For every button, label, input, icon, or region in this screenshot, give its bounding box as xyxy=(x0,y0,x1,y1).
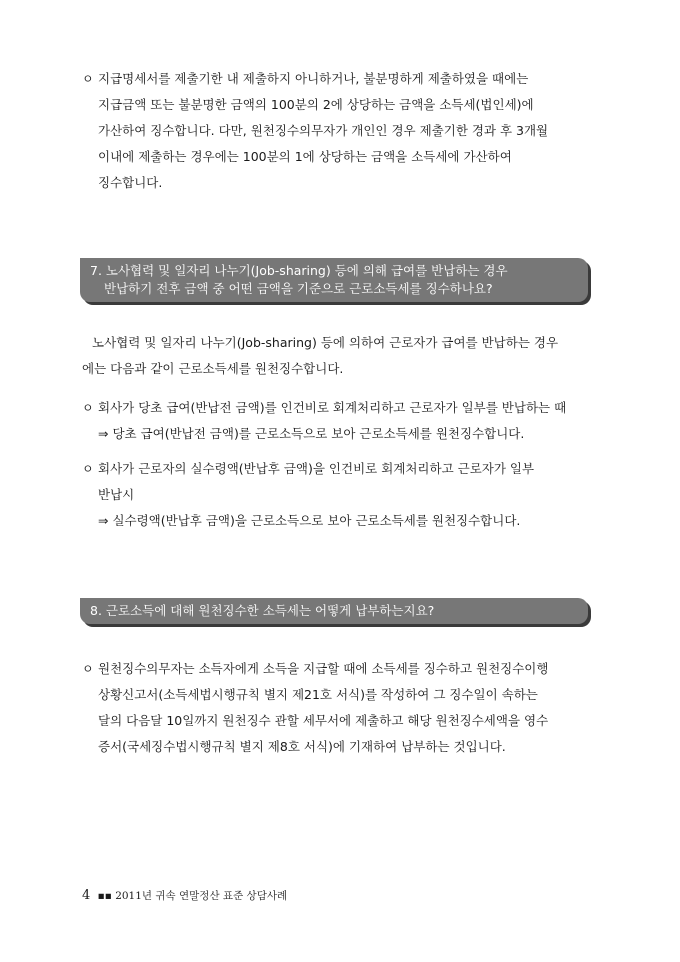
result-line: ⇒ 당초 급여(반납전 금액)를 근로소득으로 보아 근로소득세를 원천징수합니다. xyxy=(98,426,525,441)
heading-line: 반납하기 전후 금액 중 어떤 금액을 기준으로 근로소득세를 징수하나요? xyxy=(104,281,493,296)
paragraph-payment xyxy=(82,656,602,760)
text-line: 지급명세서를 제출기한 내 제출하지 아니하거나, 불분명하게 제출하였을 때에는 xyxy=(98,71,529,86)
text-line: 지급금액 또는 불분명한 금액의 100분의 2에 상당하는 금액을 소득세(법인세)에 xyxy=(98,97,534,112)
heading-line: 8. 근로소득에 대해 원천징수한 소득세는 어떻게 납부하는지요? xyxy=(90,603,435,618)
text-line: 가산하여 징수합니다. 다만, 원천징수의무자가 개인인 경우 제출기한 경과 후 3개월 xyxy=(98,123,549,138)
text-line: 노사협력 및 일자리 나누기(Job-sharing) 등에 의하여 근로자가 급여를 반납하는 경우 xyxy=(92,335,559,350)
bullet-circle-icon: ㅇ xyxy=(82,662,94,676)
text-line: 달의 다음달 10일까지 원천징수 관할 세무서에 제출하고 해당 원천징수세액을 영수 xyxy=(98,713,549,728)
paragraph-case-2 xyxy=(82,456,602,534)
text-line: 원천징수의무자는 소득자에게 소득을 지급할 때에 소득세를 징수하고 원천징수이행 xyxy=(98,661,549,676)
text-line: 반납시 xyxy=(98,487,135,502)
footer-title: ▪▪ 2011년 귀속 연말정산 표준 상담사례 xyxy=(97,890,288,902)
heading-line: 7. 노사협력 및 일자리 나누기(Job-sharing) 등에 의해 급여를 반납하는 경우 xyxy=(90,263,508,278)
text-line: 에는 다음과 같이 근로소득세를 원천징수합니다. xyxy=(82,361,344,376)
page-footer xyxy=(82,888,287,903)
paragraph-case-1 xyxy=(82,395,602,447)
page-number: 4 xyxy=(82,888,91,903)
result-line: ⇒ 실수령액(반납후 금액)을 근로소득으로 보아 근로소득세를 원천징수합니다. xyxy=(98,513,521,528)
text-line: 상황신고서(소득세법시행규칙 별지 제21호 서식)를 작성하여 그 징수일이 속하는 xyxy=(98,687,538,702)
bullet-circle-icon: ㅇ xyxy=(82,401,94,415)
text-line: 이내에 제출하는 경우에는 100분의 1에 상당하는 금액을 소득세에 가산하여 xyxy=(98,149,512,164)
bullet-circle-icon: ㅇ xyxy=(82,462,94,476)
paragraph-penalty xyxy=(82,66,602,196)
text-line: 증서(국세징수법시행규칙 별지 제8호 서식)에 기재하여 납부하는 것입니다. xyxy=(98,739,506,754)
section-heading-7 xyxy=(80,258,588,302)
text-line: 징수합니다. xyxy=(98,175,163,190)
paragraph-intro-7 xyxy=(82,330,604,382)
bullet-circle-icon: ㅇ xyxy=(82,72,94,86)
section-heading-8 xyxy=(80,598,588,624)
text-line: 회사가 근로자의 실수령액(반납후 금액)을 인건비로 회계처리하고 근로자가 일부 xyxy=(98,461,535,476)
text-line: 회사가 당초 급여(반납전 금액)를 인건비로 회계처리하고 근로자가 일부를 반납하는 때 xyxy=(98,400,567,415)
